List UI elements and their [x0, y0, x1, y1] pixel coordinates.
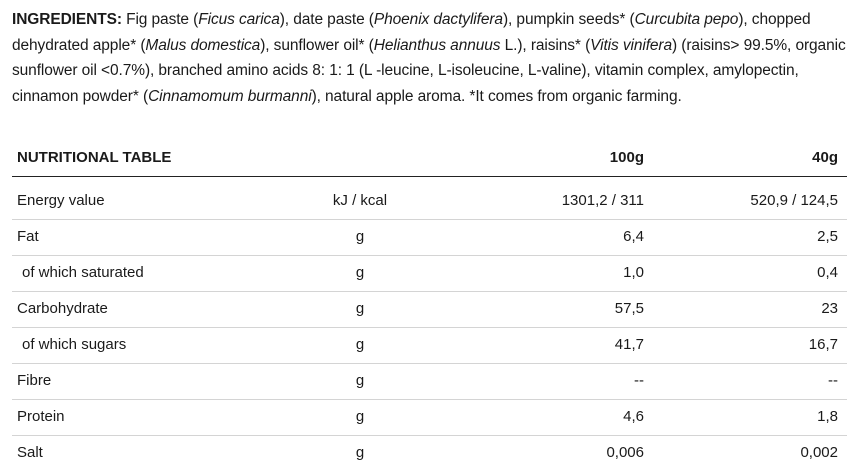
ingredients-segment: ), natural apple aroma. *It comes from organic farming.: [311, 87, 682, 105]
nutrient-unit: g: [355, 372, 365, 389]
ingredients-segment: ), chopped dehydrated apple* (: [12, 11, 811, 54]
ingredients-segment: Fig paste (: [121, 11, 199, 28]
header-40g: 40g: [812, 149, 838, 166]
value-per-100g: 1,0: [623, 264, 644, 281]
nutrient-unit: g: [355, 228, 365, 245]
ingredients-segment-latin: Vitis vinifera: [590, 36, 673, 54]
nutrient-unit: kJ / kcal: [332, 192, 388, 209]
table-row: [12, 436, 847, 471]
value-per-40g: --: [828, 372, 838, 389]
nutrient-unit: g: [355, 408, 365, 425]
nutrient-name: Fibre: [17, 372, 52, 389]
table-row: [12, 364, 847, 400]
table-row: [12, 220, 847, 256]
header-100g: 100g: [609, 149, 644, 166]
value-per-40g: 0,002: [800, 444, 838, 461]
table-row: [12, 292, 847, 328]
ingredients-segment-latin: Curcubita pepo: [634, 11, 739, 28]
value-per-100g: 0,006: [606, 444, 644, 461]
ingredients-segment-latin: Cinnamomum burmanni: [148, 87, 312, 105]
nutritional-table: [12, 142, 847, 471]
table-row: [12, 328, 847, 364]
nutrient-name: Fat: [17, 228, 39, 245]
nutrient-name: Energy value: [17, 192, 105, 209]
ingredients-segment-latin: Ficus carica: [198, 11, 280, 28]
value-per-100g: 1301,2 / 311: [561, 192, 644, 209]
value-per-100g: 6,4: [623, 228, 644, 245]
ingredients-segment-latin: Malus domestica: [145, 36, 261, 54]
ingredients-segment: ), pumpkin seeds* (: [502, 11, 635, 28]
nutrient-name: of which sugars: [22, 336, 127, 353]
ingredients-segment-latin: Helianthus annuus: [373, 36, 501, 54]
table-header: [12, 142, 847, 177]
value-per-40g: 23: [821, 300, 838, 317]
nutrient-unit: g: [355, 336, 365, 353]
nutrient-name: Protein: [17, 408, 65, 425]
ingredients-segment: ), date paste (: [279, 11, 374, 28]
nutrient-name: Carbohydrate: [17, 300, 108, 317]
value-per-100g: --: [634, 372, 644, 389]
ingredients-segment: ) (raisins> 99.5%, organic sunflower oil <0.7%), branched amino acids 8: 1: 1 (L -leucine, L-isoleucine, L-valine), vitamin complex, amylopectin, cinnamon powder* (: [12, 36, 846, 105]
ingredients-segment-latin: Phoenix dactylifera: [373, 11, 503, 28]
ingredients-paragraph: [12, 7, 850, 109]
value-per-40g: 16,7: [808, 336, 838, 353]
nutrient-unit: g: [355, 300, 365, 317]
table-title: NUTRITIONAL TABLE: [17, 149, 172, 166]
value-per-40g: 2,5: [817, 228, 838, 245]
ingredients-text: [12, 11, 846, 105]
nutrient-name: Salt: [17, 444, 43, 461]
table-row: [12, 256, 847, 292]
nutrient-unit: g: [355, 264, 365, 281]
value-per-40g: 1,8: [817, 408, 838, 425]
nutrient-name: of which saturated: [22, 264, 144, 281]
ingredients-label: INGREDIENTS:: [12, 11, 122, 28]
nutrient-unit: g: [355, 444, 365, 461]
value-per-40g: 520,9 / 124,5: [750, 192, 838, 209]
value-per-100g: 41,7: [614, 336, 644, 353]
ingredients-segment: ), sunflower oil* (: [260, 36, 374, 54]
table-row: [12, 400, 847, 436]
value-per-100g: 4,6: [623, 408, 644, 425]
value-per-40g: 0,4: [817, 264, 838, 281]
table-row: [12, 184, 847, 220]
value-per-100g: 57,5: [614, 300, 644, 317]
ingredients-segment: L.), raisins* (: [500, 36, 591, 54]
